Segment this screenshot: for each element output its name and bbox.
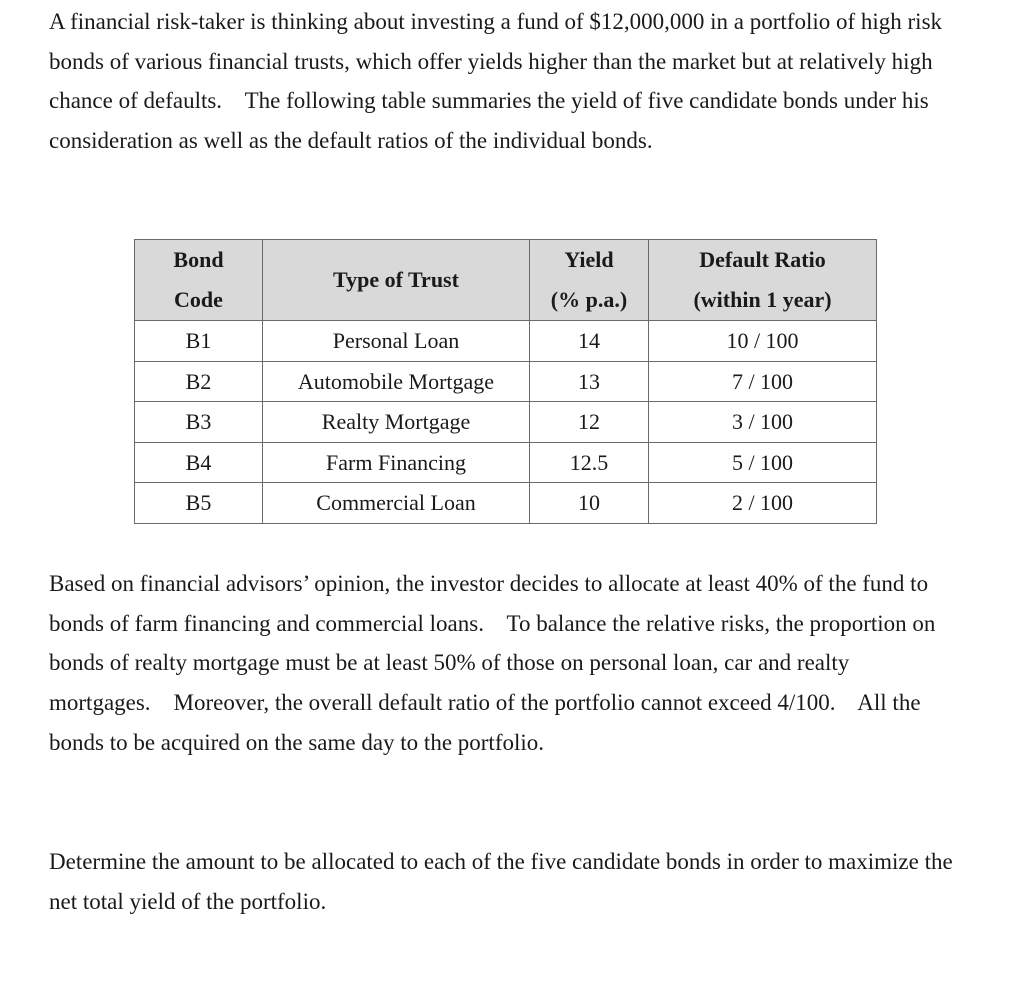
cell-type: Personal Loan bbox=[263, 321, 530, 362]
table-header-row bbox=[135, 240, 877, 321]
cell-code: B4 bbox=[135, 442, 263, 483]
cell-code: B2 bbox=[135, 361, 263, 402]
cell-code: B3 bbox=[135, 402, 263, 443]
bond-table bbox=[134, 239, 877, 524]
header-default-line2: (within 1 year) bbox=[693, 287, 832, 312]
header-bond-code-line2: Code bbox=[174, 287, 223, 312]
cell-default: 5 / 100 bbox=[649, 442, 877, 483]
question-paragraph: Determine the amount to be allocated to each of the five candidate bonds in order to maximize the net total yield of the portfolio. bbox=[49, 849, 953, 914]
header-yield-line2: (% p.a.) bbox=[550, 287, 628, 312]
cell-code: B5 bbox=[135, 483, 263, 524]
cell-yield: 12 bbox=[530, 402, 649, 443]
header-yield bbox=[530, 240, 649, 321]
cell-type: Farm Financing bbox=[263, 442, 530, 483]
cell-code: B1 bbox=[135, 321, 263, 362]
cell-default: 3 / 100 bbox=[649, 402, 877, 443]
cell-default: 7 / 100 bbox=[649, 361, 877, 402]
cell-yield: 12.5 bbox=[530, 442, 649, 483]
table-row bbox=[135, 442, 877, 483]
table-row bbox=[135, 402, 877, 443]
table-row bbox=[135, 321, 877, 362]
cell-yield: 14 bbox=[530, 321, 649, 362]
intro-paragraph: A financial risk-taker is thinking about investing a fund of $12,000,000 in a portfolio of high risk bonds of various financial trusts, which offer yields higher than the market but at relatively high chance of defaults. The following table summaries the yield of five candidate bonds under his consideration as well as the default ratios of the individual bonds. bbox=[49, 9, 948, 154]
header-default-line1: Default Ratio bbox=[699, 247, 826, 272]
table-row bbox=[135, 483, 877, 524]
header-bond-code bbox=[135, 240, 263, 321]
cell-default: 2 / 100 bbox=[649, 483, 877, 524]
constraints-paragraph: Based on financial advisors’ opinion, the investor decides to allocate at least 40% of the fund to bonds of farm financing and commercial loans. To balance the relative risks, the proportion on bonds of realty mortgage must be at least 50% of those on personal loan, car and realty mortgages. Moreover, the overall default ratio of the portfolio cannot exceed 4/100. All the bonds to be acquired on the same day to the portfolio. bbox=[49, 571, 942, 755]
cell-default: 10 / 100 bbox=[649, 321, 877, 362]
cell-yield: 10 bbox=[530, 483, 649, 524]
cell-yield: 13 bbox=[530, 361, 649, 402]
header-bond-code-line1: Bond bbox=[173, 247, 224, 272]
header-type-of-trust: Type of Trust bbox=[263, 240, 530, 321]
cell-type: Commercial Loan bbox=[263, 483, 530, 524]
header-yield-line1: Yield bbox=[564, 247, 614, 272]
table-row bbox=[135, 361, 877, 402]
cell-type: Automobile Mortgage bbox=[263, 361, 530, 402]
cell-type: Realty Mortgage bbox=[263, 402, 530, 443]
header-default-ratio bbox=[649, 240, 877, 321]
